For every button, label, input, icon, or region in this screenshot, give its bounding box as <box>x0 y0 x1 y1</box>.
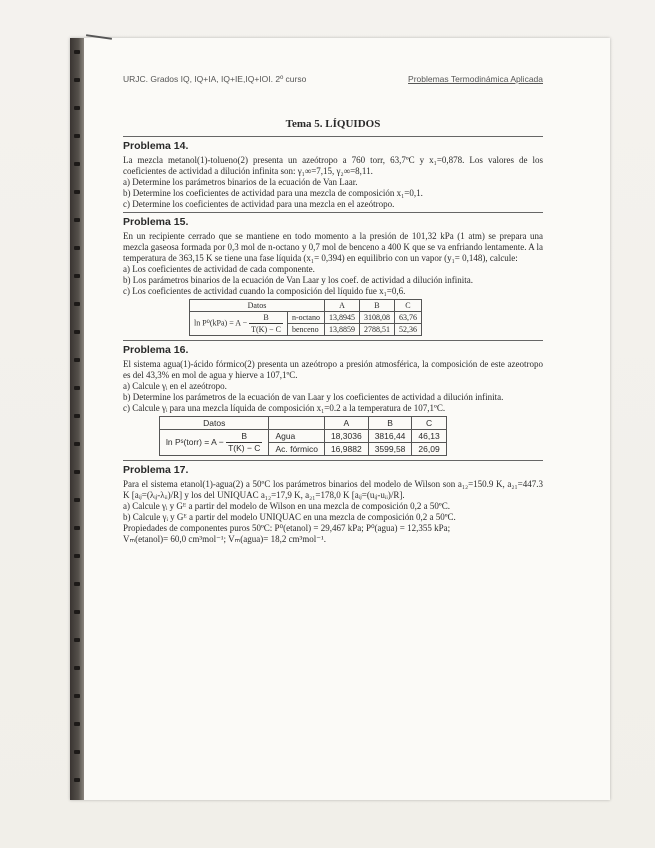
table-row-name: Ac. fórmico <box>269 443 325 456</box>
table-col-a: A <box>324 300 359 312</box>
table-cell: 63,76 <box>394 312 421 324</box>
problem-14-item-c: c) Determine los coeficientes de actividad para una mezcla en el azeótropo. <box>123 199 395 209</box>
table-cell: 52,36 <box>394 324 421 336</box>
antoine-equation <box>160 430 269 456</box>
fraction-numerator: B <box>226 431 262 443</box>
table-col-b: B <box>368 417 412 430</box>
table-header-datos: Datos <box>190 300 325 312</box>
divider <box>123 212 543 213</box>
table-cell: 46,13 <box>412 430 446 443</box>
header-left: URJC. Grados IQ, IQ+IA, IQ+IE,IQ+IOI. 2º curso <box>123 74 307 84</box>
problem-16-data-table <box>159 416 447 456</box>
table-col-a: A <box>324 417 368 430</box>
equation-left: ln Pˢ(torr) = A − <box>166 436 224 447</box>
table-row-name: benceno <box>287 324 324 336</box>
page-header <box>123 74 543 85</box>
table-cell: 3816,44 <box>368 430 412 443</box>
problem-14-item-a: a) Determine los parámetros binarios de la ecuación de Van Laar. <box>123 177 358 187</box>
problem-17-item-a: a) Calcule γᵢ y Gᴱ a partir del modelo de Wilson en una mezcla de composición 0,2 a 50ºC. <box>123 501 450 511</box>
table-cell: 13,8859 <box>324 324 359 336</box>
problem-16-intro: El sistema agua(1)-ácido fórmico(2) presenta un azeótropo a presión atmosférica, la composición de este azeotropo es del 43,3% en mol de agua y hierve a 107,1ºC. <box>123 359 543 380</box>
fraction-numerator: B <box>249 312 283 324</box>
fraction-denominator: T(K) − C <box>251 325 281 334</box>
table-header-datos: Datos <box>160 417 269 430</box>
problem-14-intro: La mezcla metanol(1)-tolueno(2) presenta un azeótropo a 760 torr, 63,7ºC y x₁=0,878. Los valores de los coeficientes de actividad a dilución infinita son: γ₁∞=7,15, γ₂∞=8,11. <box>123 155 543 176</box>
table-cell: 16,9882 <box>324 443 368 456</box>
binding-edge <box>70 38 84 800</box>
problem-17-props-1: Propiedades de componentes puros 50ºC: P⁰(etanol) = 29,467 kPa; P⁰(agua) = 12,355 kPa; <box>123 523 451 533</box>
divider <box>123 136 543 137</box>
page-title: Tema 5. LÍQUIDOS <box>285 118 381 130</box>
problem-17-intro: Para el sistema etanol(1)-agua(2) a 50ºC los parámetros binarios del modelo de Wilson son a₁₂=150.9 K, a₂₁=447.3 K [aᵢⱼ=(λᵢⱼ-λᵢᵢ)/R] y los del UNIQUAC a₁₂=17,9 K, a₂₁=178,0 K [aᵢⱼ=(uᵢⱼ-uᵢᵢ)/R]. <box>123 479 543 500</box>
problem-16-item-a: a) Calcule γᵢ en el azeótropo. <box>123 381 227 391</box>
table-col-c: C <box>412 417 446 430</box>
equation-left: ln P⁰(kPa) = A − <box>194 318 248 328</box>
problem-15-data-table <box>189 299 422 336</box>
equation-fraction <box>249 312 283 335</box>
problem-15-item-a: a) Los coeficientes de actividad de cada componente. <box>123 264 315 274</box>
problem-15-heading: Problema 15. <box>123 216 189 228</box>
divider <box>123 340 543 341</box>
antoine-equation <box>190 312 288 336</box>
problem-15-item-c: c) Los coeficientes de actividad cuando la composición del líquido fue x₁=0,6. <box>123 286 406 296</box>
table-cell: 13,8945 <box>324 312 359 324</box>
table-cell: 2788,51 <box>359 324 394 336</box>
table-cell: 3599,58 <box>368 443 412 456</box>
problem-17-item-b: b) Calcule γᵢ y Gᴱ a partir del modelo UNIQUAC en una mezcla de composición 0,2 a 50ºC. <box>123 512 456 522</box>
document-content <box>123 72 543 545</box>
table-col-b: B <box>359 300 394 312</box>
problem-16-heading: Problema 16. <box>123 344 189 356</box>
problem-14-heading: Problema 14. <box>123 140 189 152</box>
table-col-c: C <box>394 300 421 312</box>
equation-fraction <box>226 431 262 454</box>
problem-15-intro: En un recipiente cerrado que se mantiene en todo momento a la presión de 101,32 kPa (1 atm) se prepara una mezcla gaseosa formada por 0,3 mol de n-octano y 0,7 mol de benceno a 400 K que se va enfriando lentamente. A la temperatura de 363,15 K se tiene una fase líquida (x₁= 0,394) en equilibrio con un vapor (y₁= 0,148), calcule: <box>123 231 543 263</box>
divider <box>123 460 543 461</box>
fraction-denominator: T(K) − C <box>228 443 261 453</box>
table-row-name: n-octano <box>287 312 324 324</box>
problem-17-props-2: Vₘ(etanol)= 60,0 cm³mol⁻¹; Vₘ(agua)= 18,2 cm³mol⁻¹. <box>123 534 326 544</box>
table-cell: 26,09 <box>412 443 446 456</box>
problem-17-heading: Problema 17. <box>123 464 189 476</box>
table-cell: 3108,08 <box>359 312 394 324</box>
table-spacer <box>269 417 325 430</box>
problem-14-item-b: b) Determine los coeficientes de actividad para una mezcla de composición x₁=0,1. <box>123 188 423 198</box>
header-right: Problemas Termodinámica Aplicada <box>408 74 543 84</box>
table-cell: 18,3036 <box>324 430 368 443</box>
table-row-name: Agua <box>269 430 325 443</box>
problem-15-item-b: b) Los parámetros binarios de la ecuación de Van Laar y los coef. de actividad a dilución infinita. <box>123 275 473 285</box>
problem-16-item-b: b) Determine los parámetros de la ecuación de van Laar y los coeficientes de actividad a dilución infinita. <box>123 392 504 402</box>
problem-16-item-c: c) Calcule γᵢ para una mezcla líquida de composición x₁=0.2 a la temperatura de 107,1ºC. <box>123 403 446 413</box>
